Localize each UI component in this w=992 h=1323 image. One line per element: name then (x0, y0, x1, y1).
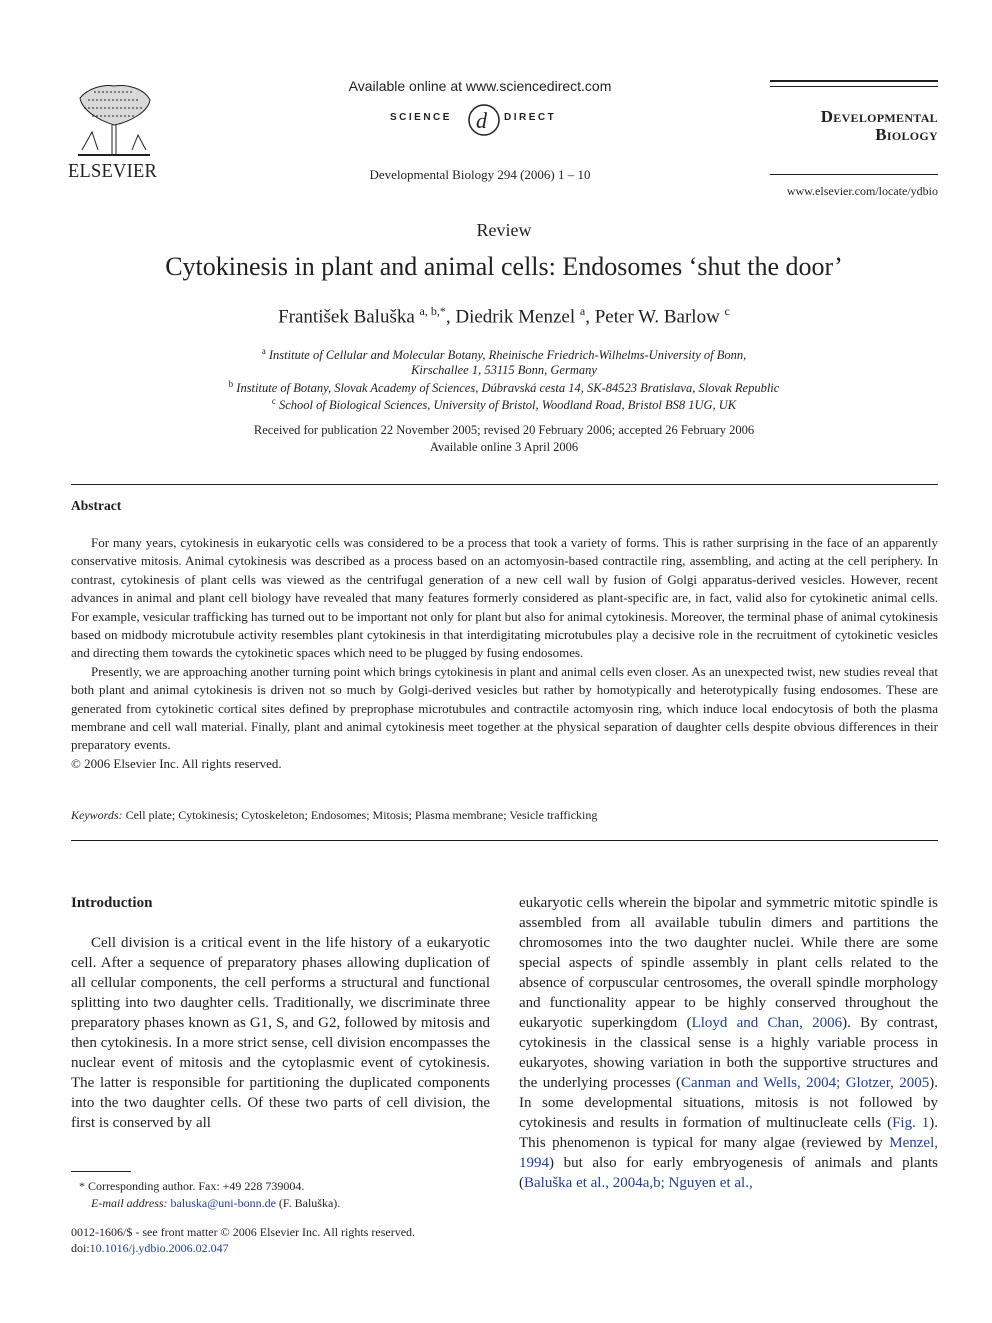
citation-link[interactable]: Menzel, 1994 (519, 1135, 938, 1171)
keywords-label: Keywords: (71, 808, 123, 822)
available-online-text[interactable]: Available online at www.sciencedirect.com (348, 78, 612, 94)
keywords (71, 808, 938, 823)
journal-title-line1: Developmental (820, 107, 938, 126)
sciencedirect-at-icon (466, 100, 502, 138)
author-affiliation-marker: c (724, 304, 730, 318)
author-name: František Baluška (278, 306, 415, 328)
journal-rule-bottom (770, 174, 938, 175)
received-dates: Received for publication 22 November 2005; revised 20 February 2006; accepted 26 February 2006 (253, 423, 755, 437)
body-text: ) but also for early embryogenesis of animals and plants ( (519, 1155, 938, 1191)
author-list (0, 304, 992, 328)
doi-link[interactable]: 10.1016/j.ydbio.2006.02.047 (89, 1241, 229, 1255)
keywords-list: Cell plate; Cytokinesis; Cytoskeleton; Endosomes; Mitosis; Plasma membrane; Vesicle trafficking (125, 808, 598, 822)
journal-title-line2: Biology (875, 125, 938, 144)
affiliation-text: Institute of Cellular and Molecular Botany, Rheinische Friedrich-Wilhelms-University of Bonn, (268, 348, 747, 363)
affiliation-c (0, 396, 992, 413)
abstract-copyright: © 2006 Elsevier Inc. All rights reserved. (71, 755, 282, 771)
affiliation-text: Institute of Botany, Slovak Academy of Sciences, Dúbravská cesta 14, SK-84523 Bratislava, Slovak Republic (236, 381, 780, 396)
abstract-heading: Abstract (71, 498, 122, 513)
front-matter-text: 0012-1606/$ - see front matter © 2006 Elsevier Inc. All rights reserved. (71, 1225, 416, 1239)
email-link[interactable]: baluska@uni-bonn.de (170, 1196, 276, 1210)
body-column-left (71, 893, 490, 1133)
publisher-name: ELSEVIER (68, 160, 158, 182)
body-text: ). In some developmental situations, mitosis is not followed by cytokinesis and results in formation of multinucleate cells ( (519, 1075, 938, 1131)
publication-dates (0, 422, 992, 456)
body-text: ). By contrast, cytokinesis in the classical sense is a highly variable process in eukaryotes, showing variation in both the supportive structures and the underlying processes ( (519, 1015, 939, 1091)
affiliation-marker: b (228, 379, 234, 389)
journal-url[interactable]: www.elsevier.com/locate/ydbio (786, 184, 938, 198)
section-heading-introduction: Introduction (71, 895, 153, 911)
doi-line (71, 1240, 491, 1256)
divider (71, 484, 938, 485)
divider (71, 840, 938, 841)
article-type: Review (476, 220, 532, 240)
abstract-paragraph: For many years, cytokinesis in eukaryotic cells was considered to be a process that took a variety of forms. This is rather surprising in the face of an apparently conservative mitosis. Animal cytokinesis was described as a process based on an actomyosin-based contractile ring, assembling, and acting at the cell periphery. In contrast, cytokinesis of plant cells was viewed as the centrifugal generation of a new cell wall by fusion of Golgi apparatus-derived vesicles. However, recent advances in animal and plant cell biology have revealed that many features formerly considered as plant-specific are, in fact, valid also for cytokinetic animal cells. For example, vesicular trafficking has turned out to be important not only for plant but also for animal cytokinesis. Moreover, the terminal phase of animal cytokinesis based on midbody microtubule activity resembles plant cytokinesis in that interdigitating microtubules play a decisive role in the recruitment of cytokinetic vesicles and directing them towards the cytokinetic spaces which need to be plugged by fusing endosomes. (71, 535, 938, 661)
author-affiliation-marker: a (579, 304, 586, 318)
citation-link[interactable]: Lloyd and Chan, 2006 (691, 1015, 843, 1031)
email-label: E-mail address: (91, 1196, 168, 1210)
footnote-rule (71, 1171, 131, 1172)
journal-title (770, 108, 938, 144)
svg-text:d: d (476, 108, 487, 133)
sd-right-word: DIRECT (504, 112, 557, 123)
elsevier-tree-logo (68, 80, 160, 160)
author-name: Diedrik Menzel (455, 306, 576, 328)
abstract-paragraph: Presently, we are approaching another turning point which brings cytokinesis in plant and animal cells even closer. As an unexpected twist, new studies reveal that both plant and animal cytokinesis is driven not so much by Golgi-derived vesicles but rather by homotypically and heterotypically fusing endosomes. These are generated from cytokinetic cortical sites defined by preprophase microtubules and contractile actomyosin ring, which induce local endocytosis of both the plasma membrane and cell wall material. Finally, plant and animal cytokinesis meet together at the physical separation of daughter cells despite obvious differences in their preparatory events. (71, 663, 938, 753)
available-online-date: Available online 3 April 2006 (429, 440, 579, 454)
affiliation-b (0, 379, 992, 396)
footnote (71, 1178, 491, 1212)
front-matter (71, 1224, 491, 1256)
body-paragraph (519, 893, 938, 1193)
body-paragraph: Cell division is a critical event in the life history of a eukaryotic cell. After a sequence of preparatory phases allowing duplication of all cellular components, the cell performs a structural and functional splitting into two daughter cells. Traditionally, we discriminate three preparatory phases known as G1, S, and G2, followed by mitosis and then cytokinesis. In a more strict sense, cell division encompasses the nuclear event of mitosis and the cytoplasmic event of cytokinesis. The latter is responsible for partitioning the duplicated components into the two daughter cells. Of these two parts of cell division, the first is conserved by all (71, 935, 490, 1131)
citation-link[interactable]: Canman and Wells, 2004; Glotzer, 2005 (681, 1075, 930, 1091)
citation-link[interactable]: Baluška et al., 2004a,b; Nguyen et al., (524, 1175, 753, 1191)
journal-rule-top (770, 80, 938, 87)
author-separator: , (445, 306, 456, 328)
body-text: ). This phenomenon is typical for many algae (reviewed by (519, 1115, 939, 1151)
affiliation-a-line2: Kirschallee 1, 53115 Bonn, Germany (411, 363, 597, 377)
sd-left-word: SCIENCE (390, 112, 452, 123)
journal-reference: Developmental Biology 294 (2006) 1 – 10 (369, 167, 591, 182)
author-separator: , (585, 306, 595, 328)
affiliation-a (0, 346, 992, 363)
article-title: Cytokinesis in plant and animal cells: Endosomes ‘shut the door’ (165, 252, 843, 281)
email-suffix: (F. Baluška). (275, 1196, 341, 1210)
doi-label: doi: (71, 1241, 90, 1255)
affiliation-text: School of Biological Sciences, University of Bristol, Woodland Road, Bristol BS8 1UG, UK (278, 398, 737, 413)
figure-link[interactable]: Fig. 1 (892, 1115, 930, 1131)
author-affiliation-marker: a, b,* (419, 304, 446, 318)
sciencedirect-logo (330, 100, 630, 140)
body-text: eukaryotic cells wherein the bipolar and symmetric mitotic spindle is assembled from all available tubulin dimers and partitions the chromosomes into the two daughter nuclei. While there are some special aspects of spindle assembly in plant cells related to the absence of corpuscular centrosomes, the overall spindle morphology and functionality appear to be highly conserved throughout the eukaryotic superkingdom ( (519, 895, 938, 1031)
author-name: Peter W. Barlow (594, 306, 720, 328)
affiliation-marker: c (271, 396, 276, 406)
email-line (71, 1195, 491, 1212)
corresponding-author-note: * Corresponding author. Fax: +49 228 739004. (79, 1179, 305, 1193)
abstract-body (71, 534, 938, 773)
affiliation-marker: a (261, 346, 266, 356)
body-column-right (519, 893, 938, 1193)
